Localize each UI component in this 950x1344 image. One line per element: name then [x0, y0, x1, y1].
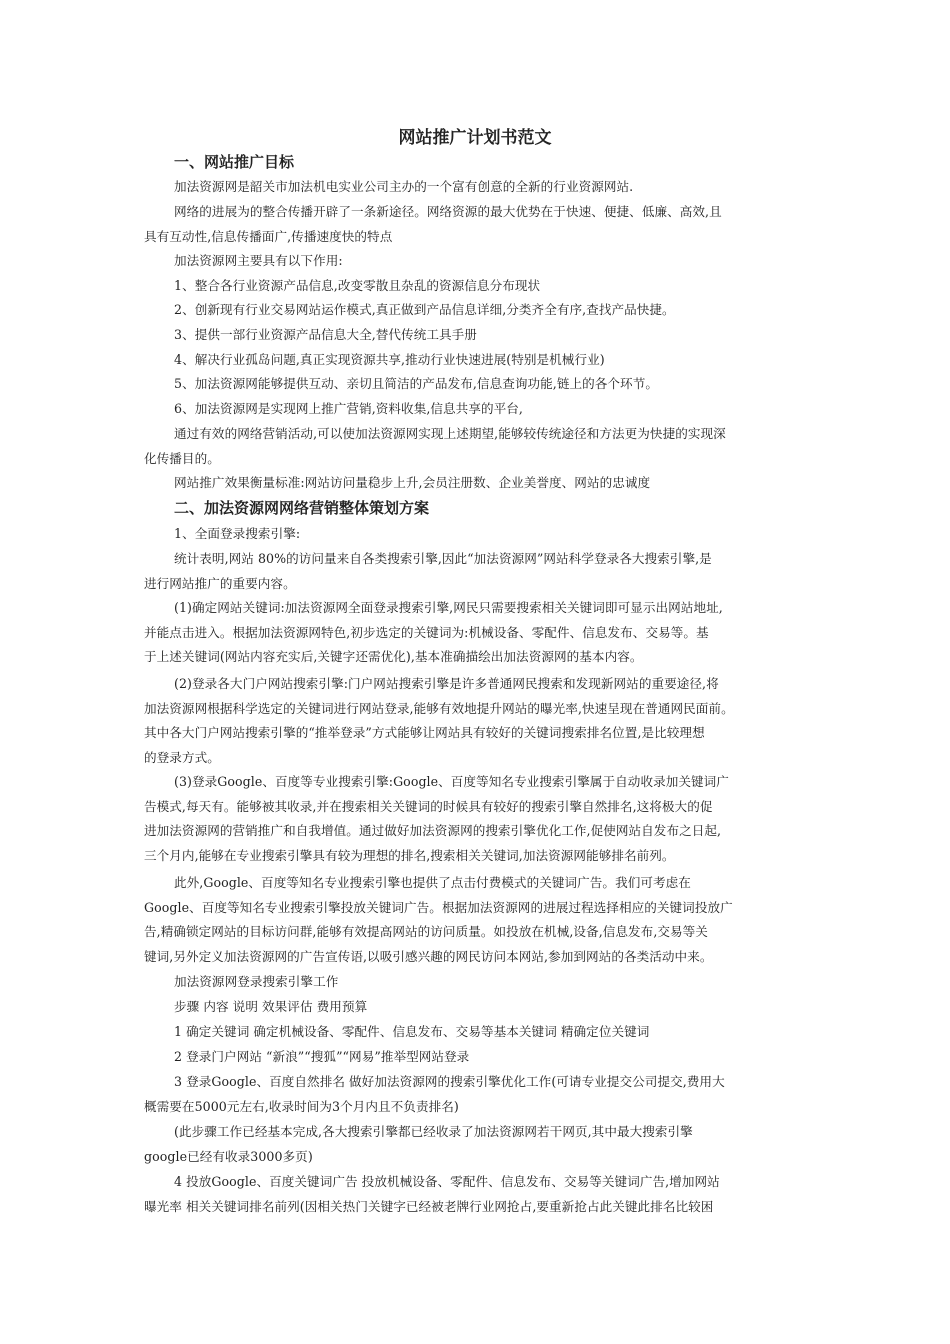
text-line: 1、全面登录搜索引擎: [174, 526, 301, 541]
list-item-4 [144, 348, 824, 373]
text-line: 4 投放Google、百度关键词广告 投放机械设备、零配件、信息发布、交易等关键词广告,增加网站 [174, 1174, 720, 1189]
section-heading-1: 一、网站推广目标 [174, 153, 295, 171]
text-line: 并能点击进入。根据加法资源网特色,初步选定的关键词为:机械设备、零配件、信息发布、交易等。基 [144, 624, 709, 640]
paragraph-8 [144, 596, 824, 670]
paragraph-7 [144, 547, 824, 596]
text-line: 4、解决行业孤岛问题,真正实现资源共享,推动行业快速进展(特别是机械行业) [174, 352, 605, 367]
step-2-line [144, 1045, 824, 1070]
text-line: 三个月内,能够在专业搜索引擎具有较为理想的排名,搜索相关关键词,加法资源网能够排名前列。 [144, 847, 675, 863]
paragraph-12 [144, 970, 824, 995]
text-line: google已经有收录3000多页) [144, 1148, 313, 1164]
text-line: Google、百度等知名专业搜索引擎投放关键词广告。根据加法资源网的进展过程选择相应的关键词投放广 [144, 899, 733, 915]
paragraph-9 [144, 672, 824, 770]
step-1-line [144, 1020, 824, 1045]
paragraph-10 [144, 770, 824, 868]
text-line: 于上述关键词(网站内容充实后,关键字还需优化),基本准确描绘出加法资源网的基本内容。 [144, 649, 643, 665]
text-line: 的登录方式。 [144, 749, 220, 765]
text-line: 通过有效的网络营销活动,可以使加法资源网实现上述期望,能够较传统途径和方法更为快捷的实现深 [174, 426, 726, 441]
text-line: 加法资源网登录搜索引擎工作 [174, 974, 339, 989]
paragraph-3 [144, 249, 824, 274]
text-line: 告,精确锁定网站的目标访问群,能够有效提高网站的访问质量。如投放在机械,设备,信息发布,交易等关 [144, 924, 708, 940]
paragraph-1 [144, 175, 824, 200]
text-line: 3 登录Google、百度自然排名 做好加法资源网的搜索引擎优化工作(可请专业提交公司提交,费用大 [174, 1074, 725, 1089]
paragraph-2 [144, 200, 824, 249]
step-3-line [144, 1070, 824, 1119]
text-line: 网络的进展为的整合传播开辟了一条新途径。网络资源的最大优势在于快速、便捷、低廉、高效,且 [174, 204, 722, 219]
text-line: 统计表明,网站 80%的访问量来自各类搜索引擎,因此“加法资源网”网站科学登录各大搜索引擎,是 [174, 551, 712, 566]
text-line: 告模式,每天有。能够被其收录,并在搜索相关关键词的时候具有较好的搜索引擎自然排名,这将极大的促 [144, 798, 713, 814]
text-line: 1、整合各行业资源产品信息,改变零散且杂乱的资源信息分布现状 [174, 278, 541, 293]
text-line: 进加法资源网的营销推广和自我增值。通过做好加法资源网的搜索引擎优化工作,促使网站自发布之日起, [144, 823, 722, 839]
text-line: 概需要在5000元左右,收录时间为3个月内且不负责排名) [144, 1098, 459, 1114]
page-title: 网站推广计划书范文 [398, 128, 552, 148]
text-line: 2、创新现有行业交易网站运作模式,真正做到产品信息详细,分类齐全有序,查找产品快捷。 [174, 302, 675, 317]
text-line: 具有互动性,信息传播面广,传播速度快的特点 [144, 228, 393, 244]
text-line: 键词,另外定义加法资源网的广告宣传语,以吸引感兴趣的网民访问本网站,参加到网站的各类活动中来。 [144, 948, 713, 964]
step-4-line [144, 1170, 824, 1219]
list-item-1 [144, 274, 824, 299]
list-item-5 [144, 372, 824, 397]
note-paragraph [144, 1120, 824, 1169]
text-line: 步骤 内容 说明 效果评估 费用预算 [174, 999, 368, 1014]
paragraph-11 [144, 871, 824, 969]
text-line: 化传播目的。 [144, 450, 220, 466]
table-header-line [144, 995, 824, 1020]
text-line: 曝光率 相关关键词排名前列(因相关热门关键字已经被老牌行业网抢占,要重新抢占此关键此排名比较困 [144, 1198, 714, 1214]
text-line: 2 登录门户网站 “新浪”“搜狐”“网易”推举型网站登录 [174, 1049, 470, 1064]
section-heading-2: 二、加法资源网网络营销整体策划方案 [174, 499, 430, 517]
list-item-6 [144, 397, 824, 422]
text-line: 3、提供一部行业资源产品信息大全,替代传统工具手册 [174, 327, 477, 342]
text-line: (1)确定网站关键词:加法资源网全面登录搜索引擎,网民只需要搜索相关关键词即可显示出网站地址, [174, 600, 723, 615]
text-line: 6、加法资源网是实现网上推广营销,资料收集,信息共享的平台, [174, 401, 523, 416]
list-item-3 [144, 323, 824, 348]
paragraph-6 [144, 522, 824, 547]
text-line: (3)登录Google、百度等专业搜索引擎:Google、百度等知名专业搜索引擎属于自动收录加关键词广 [174, 774, 729, 789]
text-line: 进行网站推广的重要内容。 [144, 575, 296, 591]
list-item-2 [144, 298, 824, 323]
text-line: 加法资源网根据科学选定的关键词进行网站登录,能够有效地提升网站的曝光率,快速呈现在普通网民面前。 [144, 700, 734, 716]
text-line: 其中各大门户网站搜索引擎的“推举登录”方式能够让网站具有较好的关键词搜索排名位置,是比较理想 [144, 725, 705, 741]
text-line: 5、加法资源网能够提供互动、亲切且简洁的产品发布,信息查询功能,链上的各个环节。 [174, 376, 658, 391]
text-line: 此外,Google、百度等知名专业搜索引擎也提供了点击付费模式的关键词广告。我们可考虑在 [174, 875, 691, 890]
text-line: 加法资源网主要具有以下作用: [174, 253, 343, 268]
text-line: 加法资源网是韶关市加法机电实业公司主办的一个富有创意的全新的行业资源网站. [174, 179, 634, 194]
text-line: 1 确定关键词 确定机械设备、零配件、信息发布、交易等基本关键词 精确定位关键词 [174, 1024, 650, 1039]
text-line: (此步骤工作已经基本完成,各大搜索引擎都已经收录了加法资源网若干网页,其中最大搜索引擎 [174, 1124, 693, 1139]
paragraph-5 [144, 471, 824, 496]
paragraph-4 [144, 422, 824, 471]
text-line: (2)登录各大门户网站搜索引擎:门户网站搜索引擎是许多普通网民搜索和发现新网站的重要途径,将 [174, 676, 719, 691]
text-line: 网站推广效果衡量标准:网站访问量稳步上升,会员注册数、企业美誉度、网站的忠诚度 [174, 475, 651, 490]
